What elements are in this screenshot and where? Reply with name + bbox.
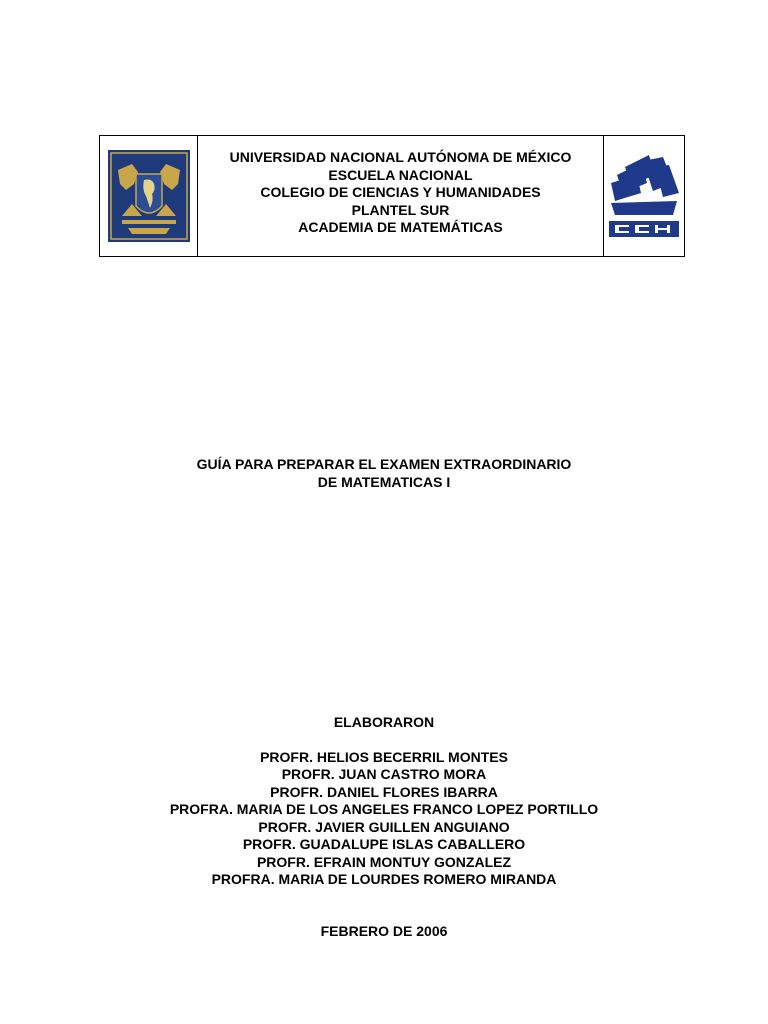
title-line-2: DE MATEMATICAS I <box>317 473 451 490</box>
author-name: PROFR. EFRAIN MONTUY GONZALEZ <box>256 853 512 870</box>
authors-section <box>0 714 768 889</box>
document-date: FEBRERO DE 2006 <box>320 923 448 939</box>
university-name: UNIVERSIDAD NACIONAL AUTÓNOMA DE MÉXICO <box>229 149 572 166</box>
header-table <box>99 135 685 257</box>
author-name: PROFR. HELIOS BECERRIL MONTES <box>260 748 508 765</box>
school-name: ESCUELA NACIONAL <box>328 166 473 183</box>
author-name: PROFR. DANIEL FLORES IBARRA <box>270 783 498 800</box>
author-name: PROFR. GUADALUPE ISLAS CABALLERO <box>242 836 526 852</box>
author-name: PROFRA. MARIA DE LOURDES ROMERO MIRANDA <box>211 871 557 887</box>
academy-name: ACADEMIA DE MATEMÁTICAS <box>298 219 503 236</box>
authors-heading: ELABORARON <box>333 714 435 730</box>
cch-logo <box>607 153 681 239</box>
header-text-cell <box>198 136 603 256</box>
header-right-cell <box>603 136 684 256</box>
college-name: COLEGIO DE CIENCIAS Y HUMANIDADES <box>260 184 541 201</box>
author-name: PROFR. JAVIER GUILLEN ANGUIANO <box>258 818 510 835</box>
unam-crest-logo <box>108 150 190 242</box>
document-title <box>0 456 768 491</box>
header-left-cell <box>100 136 198 256</box>
author-name: PROFRA. MARIA DE LOS ANGELES FRANCO LOPEZ PORTILLO <box>169 801 599 817</box>
campus-name: PLANTEL SUR <box>351 201 450 218</box>
author-name: PROFR. JUAN CASTRO MORA <box>281 766 487 782</box>
title-line-1: GUÍA PARA PREPARAR EL EXAMEN EXTRAORDINARIO <box>196 456 572 472</box>
